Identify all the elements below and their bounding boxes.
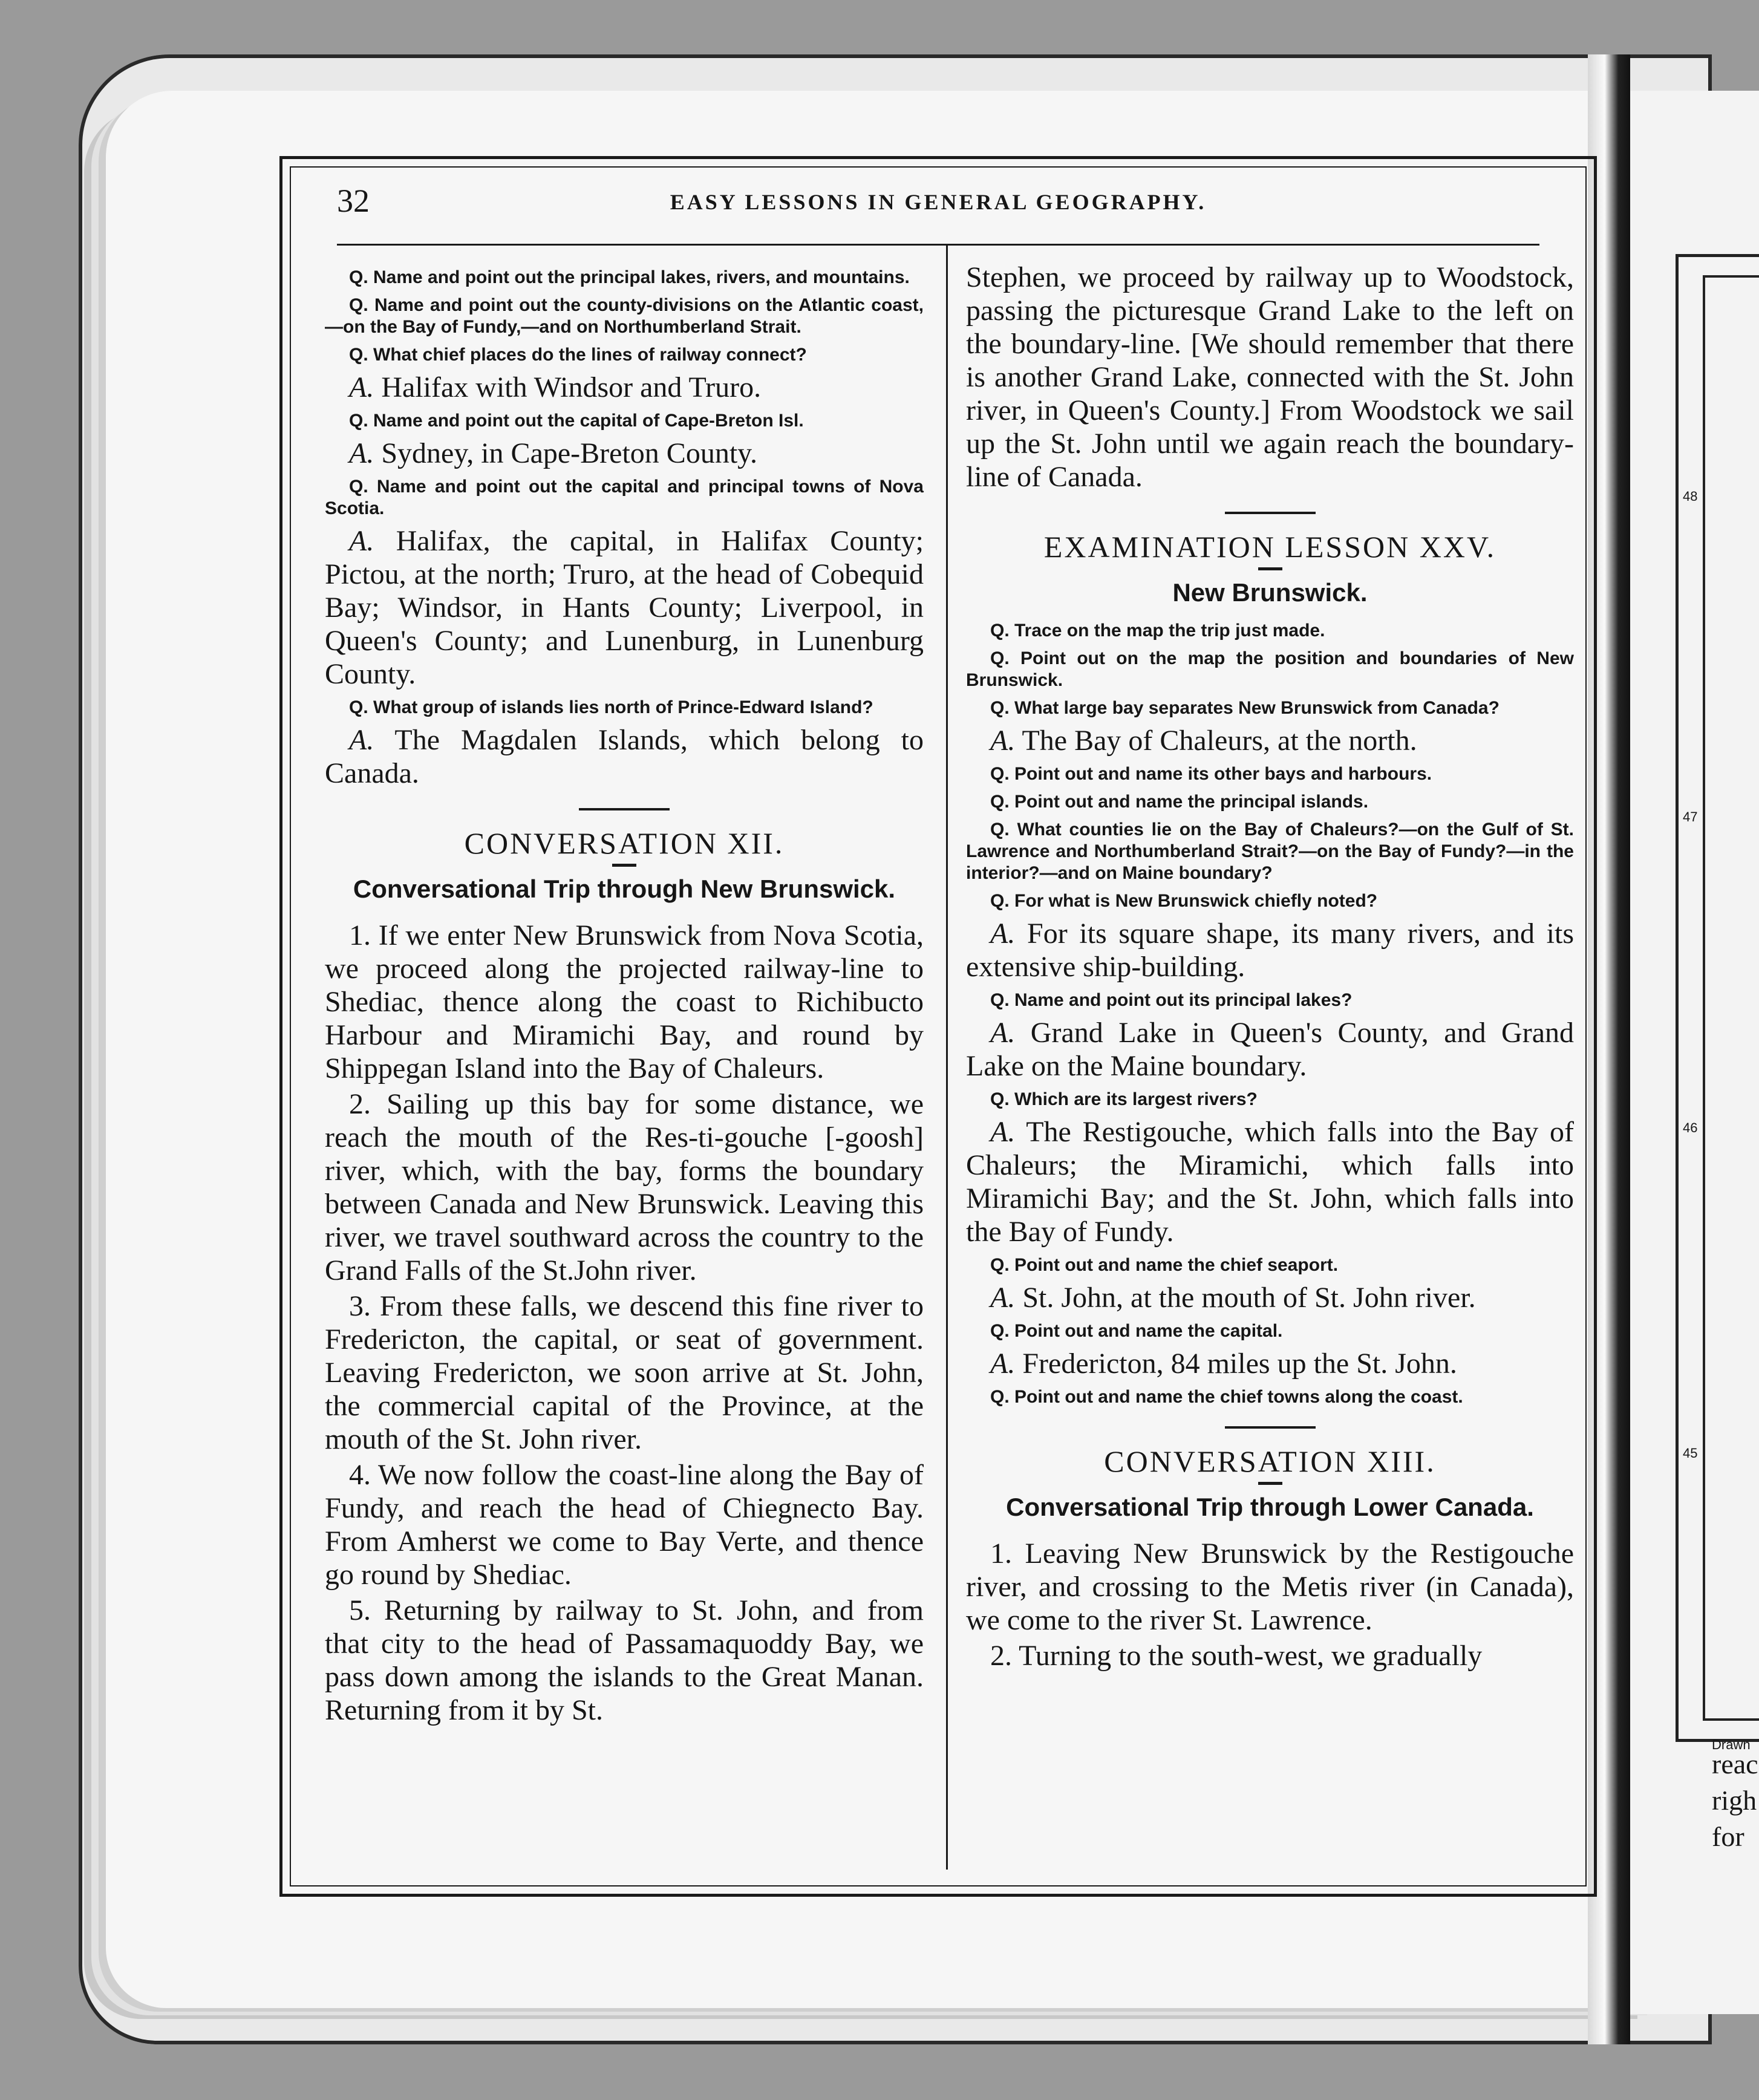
answer-label: A.: [349, 371, 374, 403]
facing-text-fragment: for: [1712, 1821, 1744, 1852]
answer-label: A.: [990, 918, 1016, 950]
answer-label: A.: [349, 437, 374, 469]
facing-text-fragment: reac: [1712, 1749, 1758, 1779]
section-subheading: Conversational Trip through New Brunswick.: [353, 875, 896, 903]
answer-label: A.: [990, 1116, 1016, 1148]
section-rule: [1225, 512, 1316, 514]
paragraph: 1. If we enter New Brunswick from Nova Scotia, we proceed along the projected railway-line to Shediac, thence along the coast to Richibucto Harbour and Miramichi Bay, and round by Shippegan Island into the Bay of Chaleurs.: [325, 919, 924, 1084]
answer: A. The Bay of Chaleurs, at the north.: [990, 725, 1417, 757]
answer-label: A.: [990, 725, 1016, 757]
question: Q. Point out on the map the position and boundaries of New Brunswick.: [966, 648, 1574, 690]
heading-dash: [1258, 567, 1282, 570]
question: Q. For what is New Brunswick chiefly noted?: [990, 891, 1378, 911]
paragraph: 3. From these falls, we descend this fine river to Fredericton, the capital, or seat of government. Leaving Fredericton, we soon arrive at St. John, the commercial capital of the Province, at the mouth of the St. John river.: [325, 1290, 924, 1455]
question: Q. Name and point out the principal lakes, rivers, and mountains.: [349, 267, 910, 287]
question: Q. Point out and name its other bays and harbours.: [990, 764, 1432, 784]
heading-dash: [1258, 1482, 1282, 1485]
paragraph: 4. We now follow the coast-line along the Bay of Fundy, and reach the head of Chiegnecto Bay. From Amherst we come to Bay Verte, and thence go round by Shediac.: [325, 1459, 924, 1591]
answer: A. The Restigouche, which falls into the Bay of Chaleurs; the Miramichi, which falls into Miramichi Bay; and the St. John, which falls into the Bay of Fundy.: [966, 1116, 1574, 1248]
paragraph: 2. Sailing up this bay for some distance, we reach the mouth of the Res-ti-gouche [-goosh] river, which, with the bay, forms the boundary between Canada and New Brunswick. Leaving this river, we travel southward across the country to the Grand Falls of the St.John river.: [325, 1088, 924, 1286]
heading-dash: [612, 864, 636, 867]
question: Q. Name and point out the capital of Cape-Breton Isl.: [349, 411, 804, 431]
map-latitude-45: 45: [1683, 1446, 1698, 1461]
question: Q. What large bay separates New Brunswick from Canada?: [990, 698, 1500, 718]
answer: A. Sydney, in Cape-Breton County.: [349, 437, 758, 469]
paragraph-continued: Stephen, we proceed by railway up to Woodstock, passing the picturesque Grand Lake to the left on the boundary-line. [We should remember that there is another Grand Lake, connected with the St. John river, in Queen's County.] From Woodstock we sail up the St. John until we again reach the boundary-line of Canada.: [966, 261, 1574, 493]
answer-label: A.: [990, 1282, 1016, 1314]
question: Q. Point out and name the chief towns along the coast.: [990, 1387, 1463, 1407]
facing-page-map: [1676, 254, 1759, 1742]
map-latitude-48: 48: [1683, 489, 1698, 504]
paragraph: 1. Leaving New Brunswick by the Restigouche river, and crossing to the Metis river (in Canada), we come to the river St. Lawrence.: [966, 1538, 1574, 1636]
question: Q. Point out and name the chief seaport.: [990, 1255, 1339, 1275]
map-latitude-46: 46: [1683, 1120, 1698, 1135]
section-heading: CONVERSATION XIII.: [1104, 1444, 1436, 1478]
answer-label: A.: [349, 525, 374, 557]
paragraph: 2. Turning to the south-west, we gradually: [990, 1640, 1483, 1672]
answer: A. Grand Lake in Queen's County, and Grand Lake on the Maine boundary.: [966, 1017, 1574, 1082]
map-caption-fragment: Drawn: [1712, 1737, 1751, 1752]
right-column: [966, 261, 1574, 1672]
answer: A. Halifax, the capital, in Halifax County; Pictou, at the north; Truro, at the head of Cobequid Bay; Windsor, in Hants County; Liverpool, in Queen's County; and Lunenburg, in Lunenburg County.: [325, 525, 924, 690]
answer-label: A.: [349, 724, 374, 756]
question: Q. Point out and name the capital.: [990, 1321, 1283, 1341]
question: Q. What group of islands lies north of Prince-Edward Island?: [349, 697, 873, 717]
answer: A. St. John, at the mouth of St. John river.: [990, 1282, 1476, 1314]
section-heading: CONVERSATION XII.: [464, 826, 785, 860]
question: Q. Trace on the map the trip just made.: [990, 621, 1325, 641]
question: Q. What counties lie on the Bay of Chaleurs?—on the Gulf of St. Lawrence and Northumberland Strait?—on the Bay of Fundy?—in the interior?—and on Maine boundary?: [966, 820, 1574, 883]
section-heading: EXAMINATION LESSON XXV.: [1043, 530, 1496, 564]
column-divider: [946, 244, 948, 1870]
facing-text-fragment: righ: [1712, 1785, 1757, 1816]
answer-label: A.: [990, 1348, 1016, 1380]
section-subheading: Conversational Trip through Lower Canada.: [1006, 1493, 1534, 1521]
page-number: 32: [337, 183, 370, 219]
question: Q. Name and point out the county-divisions on the Atlantic coast,—on the Bay of Fundy,—and on Northumberland Strait.: [325, 295, 924, 337]
answer: A. The Magdalen Islands, which belong to Canada.: [325, 724, 924, 789]
left-column: [325, 261, 924, 1727]
question: Q. Which are its largest rivers?: [990, 1089, 1258, 1109]
page-frame: [279, 156, 1597, 1897]
page-header: [313, 176, 1564, 230]
question: Q. Name and point out the capital and principal towns of Nova Scotia.: [325, 477, 924, 518]
section-subheading: New Brunswick.: [1172, 578, 1368, 607]
section-rule: [579, 808, 670, 810]
question: Q. Point out and name the principal islands.: [990, 792, 1369, 812]
answer: A. Fredericton, 84 miles up the St. John.: [990, 1348, 1457, 1380]
answer-label: A.: [990, 1017, 1016, 1049]
answer: A. For its square shape, its many rivers, and its extensive ship-building.: [966, 918, 1574, 983]
question: Q. What chief places do the lines of railway connect?: [349, 345, 807, 365]
answer: A. Halifax with Windsor and Truro.: [349, 371, 762, 403]
section-rule: [1225, 1426, 1316, 1429]
map-latitude-47: 47: [1683, 809, 1698, 824]
question: Q. Name and point out its principal lakes?: [990, 990, 1353, 1010]
paragraph: 5. Returning by railway to St. John, and from that city to the head of Passamaquoddy Bay, we pass down among the islands to the Great Manan. Returning from it by St.: [325, 1594, 924, 1726]
running-head: EASY LESSONS IN GENERAL GEOGRAPHY.: [670, 190, 1207, 214]
